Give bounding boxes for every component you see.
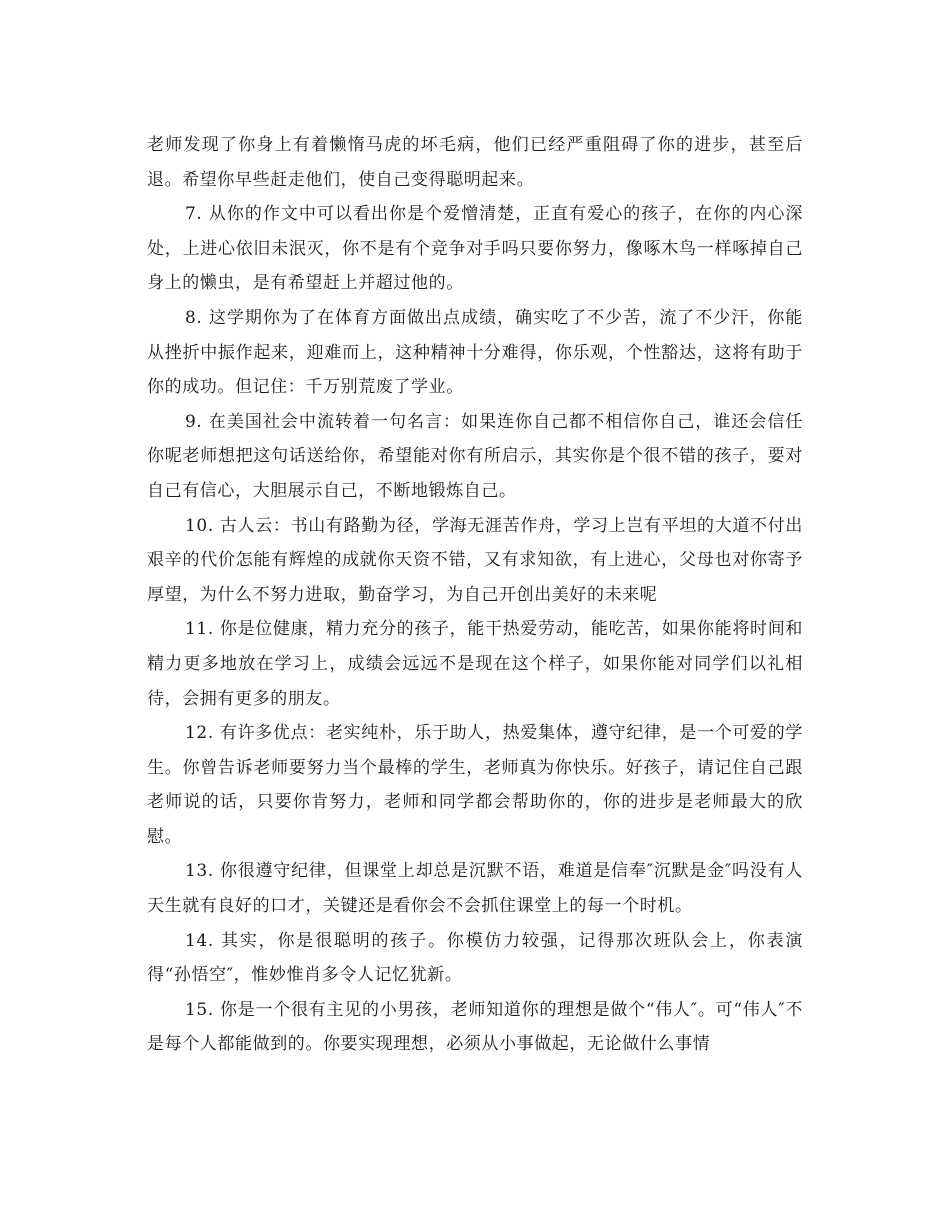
paragraph-10: [147, 509, 803, 613]
paragraph-number: 14.: [185, 930, 214, 951]
paragraph-text: 你是位健康，精力充分的孩子，能干热爱劳动，能吃苦，如果你能将时间和精力更多地放在学习上，成绩会远远不是现在这个样子，如果你能对同学们以礼相待，会拥有更多的朋友。: [147, 619, 803, 709]
paragraph-text: 这学期你为了在体育方面做出点成绩，确实吃了不少苦，流了不少汗，你能从挫折中振作起来，迎难而上，这种精神十分难得，你乐观，个性豁达，这将有助于你的成功。但记住：千万别荒废了学业。: [147, 307, 803, 398]
paragraph-12: [147, 716, 803, 854]
paragraph-text: 古人云：书山有路勤为径，学海无涯苦作舟，学习上岂有平坦的大道不付出艰辛的代价怎能有辉煌的成就你天资不错，又有求知欲，有上进心，父母也对你寄予厚望，为什么不努力进取，勤奋学习，为自己开创出美好的未来呢: [147, 515, 803, 605]
paragraph-number: 8.: [185, 307, 203, 328]
paragraph-number: 13.: [185, 861, 214, 882]
paragraph-8: [147, 301, 803, 405]
paragraph-text: 老师发现了你身上有着懒惰马虎的坏毛病，他们已经严重阻碍了你的进步，甚至后退。希望你早些赶走他们，使自己变得聪明起来。: [147, 135, 803, 190]
paragraph-text: 你是一个很有主见的小男孩，老师知道你的理想是做个“伟人″。可“伟人″不是每个人都能做到的。你要实现理想，必须从小事做起，无论做什么事情: [147, 999, 803, 1055]
paragraph-number: 15.: [185, 999, 214, 1020]
paragraph-7: [147, 197, 803, 301]
paragraph-number: 12.: [185, 723, 214, 744]
paragraph-9: [147, 405, 803, 509]
paragraph-text: 你很遵守纪律，但课堂上却总是沉默不语，难道是信奉″沉默是金″吗没有人天生就有良好的口才，关键还是看你会不会抓住课堂上的每一个时机。: [147, 861, 803, 917]
paragraph-15: [147, 993, 803, 1062]
paragraph-text: 其实，你是很聪明的孩子。你模仿力较强，记得那次班队会上，你表演得“孙悟空″，惟妙惟肖多令人记忆犹新。: [147, 930, 803, 986]
paragraph-text: 在美国社会中流转着一句名言：如果连你自己都不相信你自己，谁还会信任你呢老师想把这句话送给你，希望能对你有所启示，其实你是个很不错的孩子，要对自己有信心，大胆展示自己，不断地锻炼自己。: [147, 411, 803, 501]
paragraph-number: 11.: [185, 619, 214, 640]
paragraph-number: 9.: [185, 411, 203, 432]
paragraph-13: [147, 854, 803, 923]
paragraph-number: 10.: [185, 515, 214, 536]
paragraph-text: 有许多优点：老实纯朴，乐于助人，热爱集体，遵守纪律，是一个可爱的学生。你曾告诉老师要努力当个最棒的学生，老师真为你快乐。好孩子，请记住自己跟老师说的话，只要你肯努力，老师和同学都会帮助你的，你的进步是老师最大的欣慰。: [147, 723, 803, 847]
document-body: [147, 128, 803, 1062]
paragraph-continued: [147, 128, 803, 197]
paragraph-text: 从你的作文中可以看出你是个爱憎清楚，正直有爱心的孩子，在你的内心深处，上进心依旧未泯灭，你不是有个竞争对手吗只要你努力，像啄木鸟一样啄掉自己身上的懒虫，是有希望赶上并超过他的。: [147, 204, 803, 294]
paragraph-11: [147, 612, 803, 716]
paragraph-number: 7.: [185, 204, 203, 225]
paragraph-14: [147, 924, 803, 993]
